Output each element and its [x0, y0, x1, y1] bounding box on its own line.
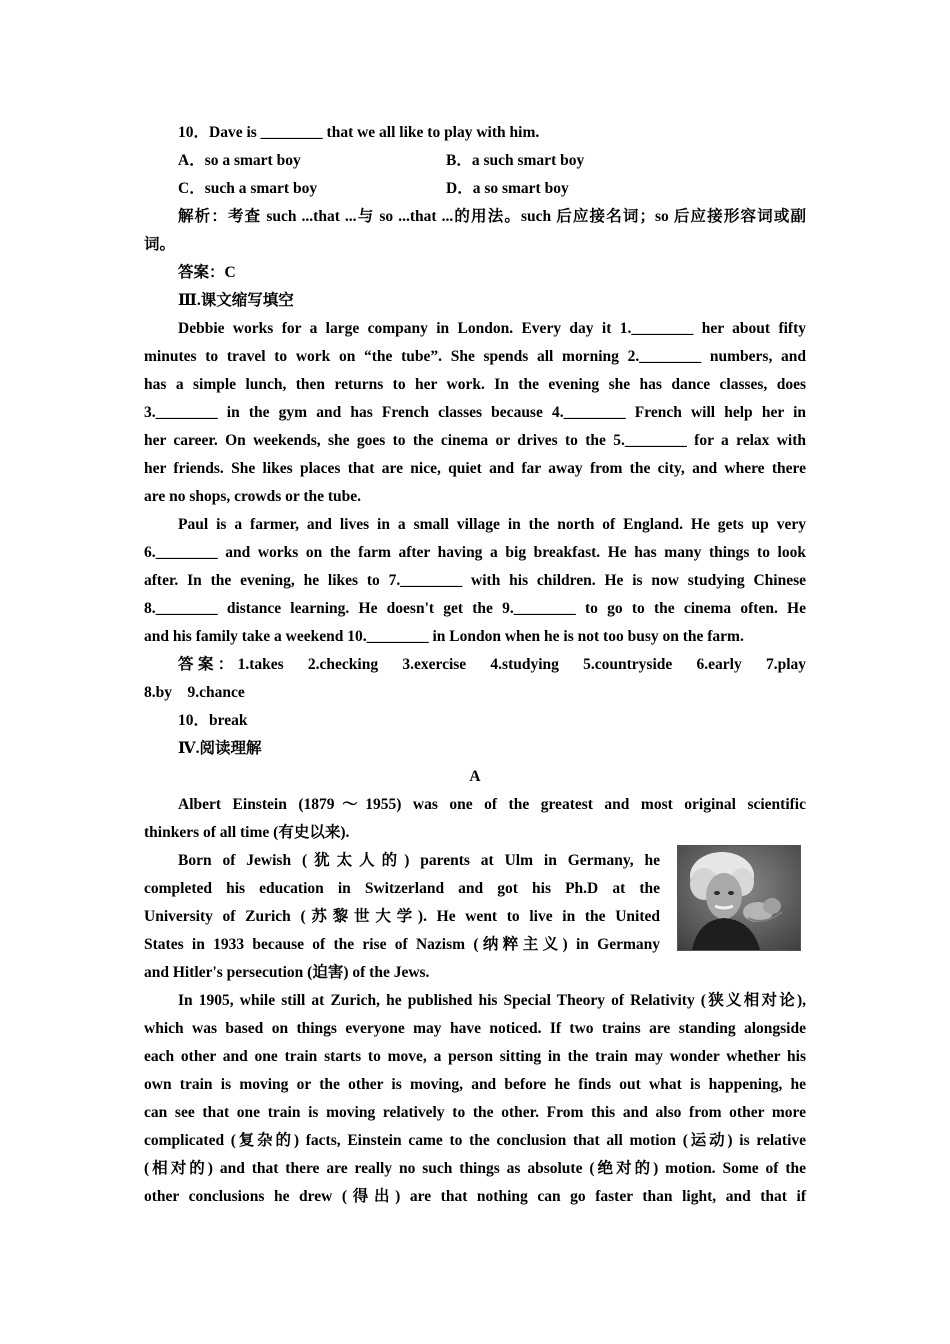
- paragraph-line: University of Zurich (苏黎世大学). He went to live in the United: [144, 908, 660, 925]
- einstein-portrait-icon: [677, 845, 801, 951]
- paragraph-line: Debbie works for a large company in London. Every day it 1.________ her about fifty: [178, 320, 806, 337]
- question-10-options-row-1: [144, 147, 806, 175]
- paragraph-line: own train is moving or the other is moving, and before he finds out what is happening, he: [144, 1076, 806, 1093]
- paragraph-line: 8.________ distance learning. He doesn't get the 9.________ to go to the cinema often. He: [144, 600, 806, 617]
- paragraph-line: her career. On weekends, she goes to the cinema or drives to the 5.________ for a relax with: [144, 432, 806, 449]
- question-10-stem: 10．Dave is ________ that we all like to play with him.: [178, 124, 540, 141]
- paragraph-line: and his family take a weekend 10.________ in London when he is not too busy on the farm.: [144, 628, 744, 645]
- paragraph-line: her friends. She likes places that are nice, quiet and far away from the city, and where there: [144, 460, 806, 477]
- paragraph-line: which was based on things everyone may have noticed. If two trains are standing alongside: [144, 1020, 806, 1037]
- paragraph-line: are no shops, crowds or the tube.: [144, 488, 362, 505]
- answer-text: 答案：C: [178, 264, 236, 281]
- paragraph-line: 6.________ and works on the farm after having a big breakfast. He has many things to look: [144, 544, 806, 561]
- section-3-heading: Ⅲ.课文缩写填空: [178, 292, 294, 309]
- text-beside-photo: [144, 847, 660, 987]
- section-4-heading: Ⅳ.阅读理解: [178, 740, 262, 757]
- document-content: [144, 119, 806, 1211]
- option-b: B．a such smart boy: [446, 152, 585, 169]
- paragraph-line: Paul is a farmer, and lives in a small village in the north of England. He gets up very: [178, 516, 806, 533]
- paragraph-line: thinkers of all time (有史以来).: [144, 824, 350, 841]
- answer-key-line: 答案：1.takes 2.checking 3.exercise 4.studying 5.countryside 6.early 7.play: [178, 656, 806, 673]
- option-c: C．such a smart boy: [178, 180, 318, 197]
- answer-key-line: 8.by 9.chance: [144, 684, 245, 701]
- paragraph-line: can see that one train is moving relatively to the other. From this and also from other more: [144, 1104, 806, 1121]
- question-10-options-row-2: [144, 175, 806, 203]
- passage-label: A: [469, 768, 481, 785]
- paragraph-line: has a simple lunch, then returns to her work. In the evening she has dance classes, does: [144, 376, 806, 393]
- answer-key-line: 10．break: [178, 712, 248, 729]
- paragraph-line: 3.________ in the gym and has French classes because 4.________ French will help her in: [144, 404, 806, 421]
- option-a: A．so a smart boy: [178, 152, 301, 169]
- paragraph-line: (相对的) and that there are really no such things as absolute (绝对的) motion. Some of the: [144, 1160, 806, 1177]
- analysis-text-continued: 词。: [144, 236, 176, 253]
- paragraph-line: States in 1933 because of the rise of Nazism (纳粹主义) in Germany: [144, 936, 660, 953]
- paragraph-line: each other and one train starts to move, a person sitting in the train may wonder whether his: [144, 1048, 806, 1065]
- paragraph-line: minutes to travel to work on “the tube”. She spends all morning 2.________ numbers, and: [144, 348, 806, 365]
- paragraph-line: complicated (复杂的) facts, Einstein came to the conclusion that all motion (运动) is relative: [144, 1132, 806, 1149]
- paragraph-line: Born of Jewish (犹太人的) parents at Ulm in Germany, he: [178, 852, 660, 869]
- paragraph-line: after. In the evening, he likes to 7.________ with his children. He is now studying Chinese: [144, 572, 806, 589]
- paragraph-line: completed his education in Switzerland and got his Ph.D at the: [144, 880, 660, 897]
- paragraph-line: and Hitler's persecution (迫害) of the Jews.: [144, 964, 430, 981]
- paragraph-line: Albert Einstein (1879～1955) was one of the greatest and most original scientific: [178, 796, 806, 813]
- analysis-text: 解析：考查 such ...that ...与 so ...that ...的用法。such 后应接名词；so 后应接形容词或副: [178, 208, 806, 225]
- paragraph-line: other conclusions he drew (得出) are that nothing can go faster than light, and that if: [144, 1188, 806, 1205]
- option-d: D．a so smart boy: [446, 180, 569, 197]
- paragraph-line: In 1905, while still at Zurich, he published his Special Theory of Relativity (狭义相对论),: [178, 992, 806, 1009]
